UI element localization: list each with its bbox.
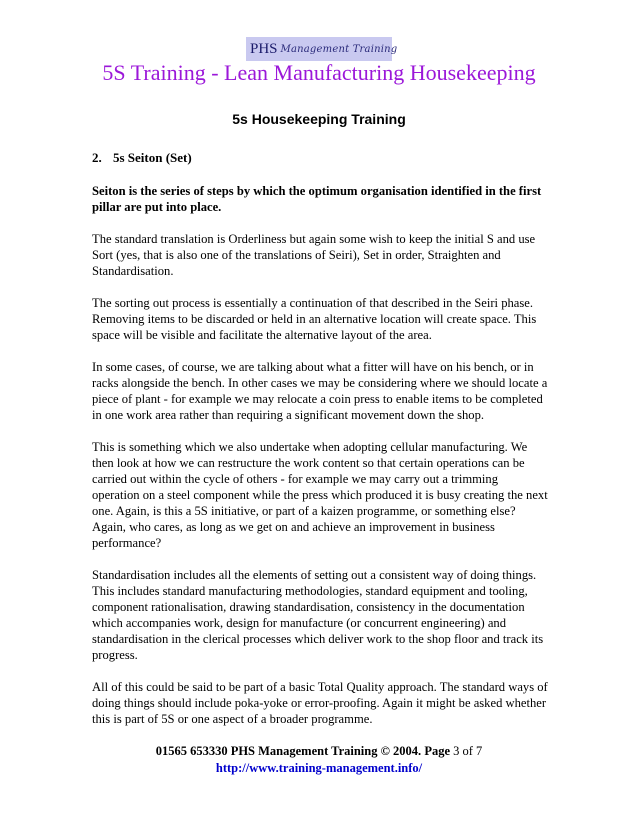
section-heading bbox=[92, 150, 548, 166]
body-paragraph: The sorting out process is essentially a continuation of that described in the Seiri phase. Removing items to be discarded or held in an alternative location will create space. This space will be visible and facilitate the alternative layout of the area. bbox=[92, 296, 537, 342]
body-paragraph: This is something which we also undertake when adopting cellular manufacturing. We then look at how we can restructure the work content so that certain operations can be carried out within the cycle of others - for example we may carry out a trimming operation on a steel component while the press which produced it is busy creating the next one. Again, is this a 5S initiative, or part of a kaizen programme, or something else? Again, who cares, as long as we get on and achieve an improvement in business performance? bbox=[92, 440, 548, 550]
page-footer bbox=[0, 743, 638, 777]
footer-line bbox=[0, 743, 638, 760]
body-paragraph: The standard translation is Orderliness but again some wish to keep the initial S and use Sort (yes, that is also one of the translations of Seiri), Set in order, Straighten and Standardisation. bbox=[92, 232, 536, 278]
footer-website-link[interactable]: http://www.training-management.info/ bbox=[215, 761, 423, 775]
footer-page-number: 3 of 7 bbox=[453, 744, 483, 758]
body-paragraph: Standardisation includes all the elements of setting out a consistent way of doing things. This includes standard manufacturing methodologies, standard equipment and tooling, component rationalisation, drawing standardisation, consistency in the documentation which accompanies work, design for manufacture (or concurrent engineering) and standardisation in the clerical processes which deliver work to the shop floor and track its progress. bbox=[92, 568, 544, 662]
body-paragraph: All of this could be said to be part of a basic Total Quality approach. The standard ways of doing things should include poka-yoke or error-proofing. Again it might be asked whether this is part of 5S or one aspect of a broader programme. bbox=[92, 680, 548, 726]
document-body bbox=[92, 150, 548, 743]
footer-copyright: 01565 653330 PHS Management Training © 2004. bbox=[155, 744, 422, 758]
logo-management-training-text: Management Training bbox=[280, 43, 398, 55]
body-paragraph: In some cases, of course, we are talking about what a fitter will have on his bench, or in racks alongside the bench. In other cases we may be considering where we should locate a piece of plant - for example we may relocate a coin press to enable items to be completed in one work area rather than requiring a significant movement down the shop. bbox=[92, 360, 548, 422]
section-title: 5s Seiton (Set) bbox=[113, 150, 192, 165]
document-title: 5S Training - Lean Manufacturing Housekeeping bbox=[102, 60, 536, 85]
intro-paragraph: Seiton is the series of steps by which the optimum organisation identified in the first pillar are put into place. bbox=[92, 184, 542, 214]
document-subtitle: 5s Housekeeping Training bbox=[232, 111, 406, 127]
footer-page-label: Page bbox=[424, 744, 450, 758]
section-number: 2. bbox=[92, 150, 102, 165]
logo-phs-text: PHS bbox=[250, 40, 278, 57]
phs-logo bbox=[246, 37, 398, 61]
